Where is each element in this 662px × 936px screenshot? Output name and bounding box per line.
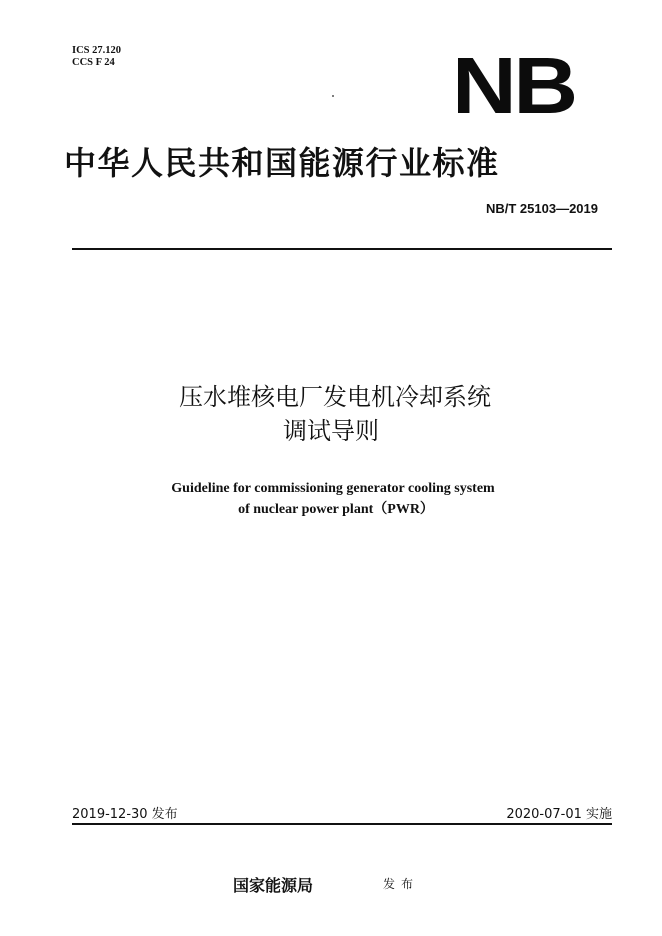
bottom-divider bbox=[72, 823, 612, 825]
issue-date: 2019-12-30 发布 bbox=[72, 807, 178, 822]
standard-number: NB/T 25103—2019 bbox=[485, 201, 598, 216]
chinese-title-line2: 调试导则 bbox=[283, 417, 379, 445]
nb-logo: NB bbox=[452, 41, 575, 130]
publisher: 国家能源局 bbox=[233, 876, 314, 895]
industry-standard-heading: 中华人民共和国能源行业标准 bbox=[64, 144, 500, 182]
implementation-date: 2020-07-01 实施 bbox=[506, 807, 612, 822]
speck-mark bbox=[332, 95, 334, 97]
chinese-title bbox=[0, 380, 662, 448]
top-divider bbox=[72, 248, 612, 250]
ccs-code: CCS F 24 bbox=[72, 57, 115, 68]
english-title-line2: of nuclear power plant（PWR） bbox=[238, 502, 434, 517]
english-title bbox=[0, 478, 662, 520]
chinese-title-line1: 压水堆核电厂发电机冷却系统 bbox=[179, 383, 491, 411]
publish-label: 发布 bbox=[383, 877, 420, 891]
classification-codes bbox=[72, 45, 121, 69]
ics-code: ICS 27.120 bbox=[72, 45, 122, 56]
english-title-line1: Guideline for commissioning generator cooling system bbox=[171, 481, 495, 496]
